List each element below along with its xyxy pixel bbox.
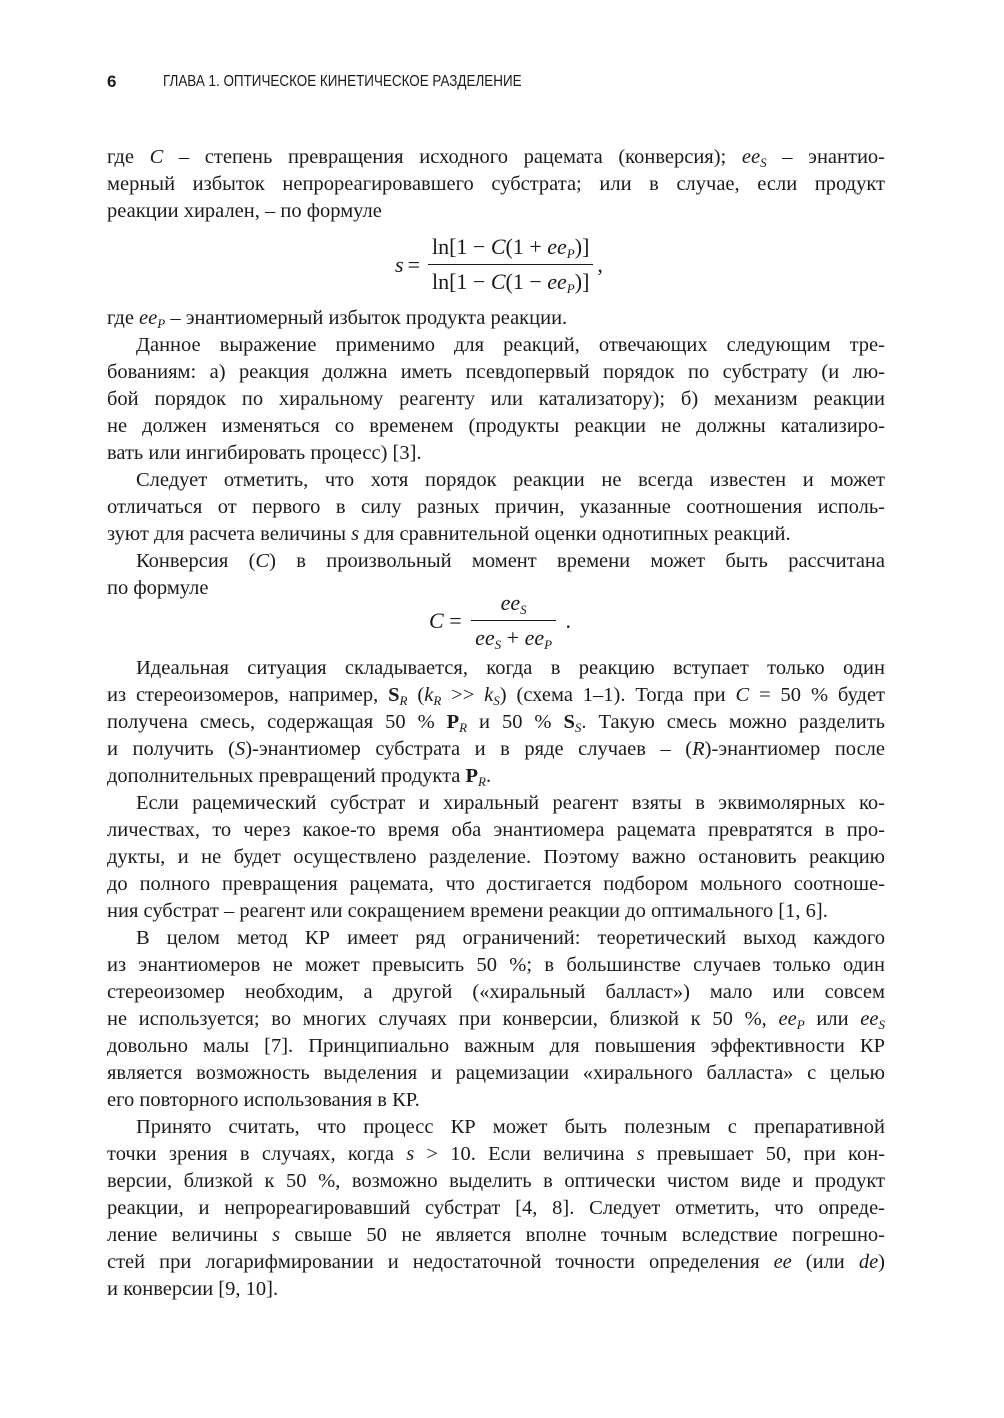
text-segment: В целом метод КР имеет ряд ограничений: теоретический выход каждого (136, 927, 885, 949)
text-segment: где (107, 146, 150, 168)
text-line (107, 1114, 885, 1141)
text-segment: и получить ( (107, 738, 235, 760)
text-segment: свыше 50 не является вполне точным вследствие погрешно- (280, 1224, 885, 1246)
text-line (107, 1087, 885, 1114)
text-segment: личествах, то через какое-то время оба энантиомера рацемата превратятся в про- (107, 819, 885, 841)
text-segment: R (399, 693, 408, 708)
text-segment: не должен изменяться со временем (продукты реакции не должны катализиро- (107, 415, 885, 437)
page-number: 6 (107, 72, 117, 91)
text-segment: s (351, 523, 360, 545)
text-segment: ee (741, 146, 761, 168)
paragraph (107, 467, 885, 548)
text-segment: C (735, 684, 750, 706)
text-segment: P (446, 711, 460, 733)
formula-conversion (107, 590, 885, 655)
text-line (107, 682, 885, 709)
text-segment: его повторного использования в КР. (107, 1089, 420, 1111)
text-line (107, 1168, 885, 1195)
t: (1 + (505, 234, 548, 259)
t: C (490, 234, 506, 259)
text-segment: ee (860, 1008, 879, 1030)
text-segment: = 50 % будет (749, 684, 886, 706)
text-segment: вать или ингибировать процесс) [3]. (107, 442, 422, 464)
text-segment: стей при логарифмировании и недостаточной точности определения (107, 1251, 774, 1273)
formula-tail: . (560, 608, 572, 633)
t: ee (475, 625, 495, 650)
text-line (107, 898, 885, 925)
text-segment: ) в произвольный момент времени может быть рассчитана (269, 550, 885, 572)
t: ln[1 − (431, 234, 491, 259)
text-segment: довольно малы [7]. Принципиально важным для повышения эффективности КР (107, 1035, 885, 1057)
text-line (107, 763, 885, 790)
text-segment: ee (773, 1251, 792, 1273)
text-line (107, 171, 885, 198)
text-segment: s (272, 1224, 281, 1246)
formula-tail: , (597, 252, 603, 277)
formula-selectivity (107, 225, 885, 305)
text-line (107, 198, 885, 225)
text-segment: . Такую смесь можно разделить (581, 711, 885, 733)
text-line (107, 521, 885, 548)
text-segment: k (424, 684, 434, 706)
text-segment: ление величины (107, 1224, 273, 1246)
text-segment: Конверсия ( (136, 550, 256, 572)
text-segment: по формуле (107, 577, 209, 599)
text-segment: S (234, 738, 246, 760)
text-line (107, 1222, 885, 1249)
text-segment: Идеальная ситуация складывается, когда в реакцию вступает только один (136, 657, 885, 679)
text-segment: )-энантиомер после (704, 738, 885, 760)
t: P (566, 246, 575, 261)
text-segment: S (493, 693, 500, 708)
t: )] (574, 269, 590, 294)
text-segment: отличаться от первого в силу разных причин, указанные соотношения исполь- (107, 496, 885, 518)
text-line (107, 305, 885, 332)
formula-equals: = (407, 252, 420, 277)
text-segment: s (636, 1143, 645, 1165)
text-segment: реакции хирален, – по формуле (107, 200, 382, 222)
text-line (107, 386, 885, 413)
text-line (107, 979, 885, 1006)
text-segment: – энантио- (766, 146, 885, 168)
text-line (107, 1141, 885, 1168)
denominator (428, 264, 593, 296)
text-line (107, 413, 885, 440)
paragraph (107, 332, 885, 467)
fraction (471, 589, 556, 652)
text-line (107, 871, 885, 898)
text-segment: C (149, 146, 164, 168)
text-segment: ( (407, 684, 425, 706)
text-line (107, 1276, 885, 1303)
t: ee (547, 269, 567, 294)
text-line (107, 359, 885, 386)
text-line (107, 817, 885, 844)
text-segment: из стереоизомеров, например, (107, 684, 389, 706)
text-segment: и 50 % (467, 711, 564, 733)
text-segment: зуют для расчета величины (107, 523, 352, 545)
text-segment: S (563, 711, 575, 733)
paragraph (107, 790, 885, 925)
text-segment: k (484, 684, 494, 706)
text-segment: R (433, 693, 442, 708)
text-line (107, 1249, 885, 1276)
text-segment: > 10. Если величина (414, 1143, 637, 1165)
text-line (107, 1060, 885, 1087)
text-segment: R (459, 720, 468, 735)
text-segment: Данное выражение применимо для реакций, отвечающих следующим тре- (136, 334, 885, 356)
text-segment: S (388, 684, 400, 706)
denominator (471, 620, 556, 652)
text-segment: версии, близкой к 50 %, возможно выделить в оптически чистом виде и продукт (107, 1170, 885, 1192)
numerator (497, 589, 531, 620)
text-line (107, 736, 885, 763)
text-line (107, 952, 885, 979)
text-segment: Принято считать, что процесс КР может быть полезным с препаративной (136, 1116, 885, 1138)
text-segment: дукты, и не будет осуществлено разделение. Поэтому важно остановить реакцию (107, 846, 885, 868)
text-segment: ) (878, 1251, 885, 1273)
t: ln[1 − (431, 269, 491, 294)
text-line (107, 494, 885, 521)
text-line (107, 332, 885, 359)
text-segment: или (804, 1008, 861, 1030)
text-segment: S (878, 1017, 885, 1032)
text-segment: получена смесь, содержащая 50 % (107, 711, 447, 733)
text-line (107, 440, 885, 467)
text-segment: S (574, 720, 582, 735)
t: S (520, 602, 527, 617)
paragraph (107, 1114, 885, 1303)
text-line (107, 844, 885, 871)
formula-lhs: C (429, 608, 444, 633)
text-segment: бой порядок по хиральному реагенту или катализатору); б) механизм реакции (107, 388, 885, 410)
t: P (544, 637, 553, 652)
text-segment: (или (791, 1251, 859, 1273)
t: (1 − (505, 269, 548, 294)
text-segment: ния субстрат – реагент или сокращением времени реакции до оптимального [1, 6]. (107, 900, 828, 922)
text-segment: точки зрения в случаях, когда (107, 1143, 407, 1165)
text-line (107, 144, 885, 171)
text-segment: ) (схема 1–1). Тогда при (499, 684, 736, 706)
text-line (107, 1033, 885, 1060)
text-line (107, 790, 885, 817)
text-segment: мерный избыток непрореагировавшего субстрата; или в случае, если продукт (107, 173, 885, 195)
text-line (107, 1195, 885, 1222)
text-line (107, 1006, 885, 1033)
text-segment: из энантиомеров не может превысить 50 %; в большинстве случаев только один (107, 954, 885, 976)
t: ee (500, 590, 521, 615)
paragraph (107, 655, 885, 790)
text-segment: s (406, 1143, 415, 1165)
text-segment: – энантиомерный избыток продукта реакции. (165, 307, 568, 329)
text-segment: P (796, 1017, 805, 1032)
numerator (428, 233, 593, 264)
text-segment: de (858, 1251, 879, 1273)
text-segment: . (486, 765, 492, 787)
text-segment: >> (441, 684, 485, 706)
text-segment: ee (139, 307, 158, 329)
body-text (107, 144, 885, 1303)
text-segment: P (157, 316, 166, 331)
text-line (107, 709, 885, 736)
text-segment: C (255, 550, 270, 572)
text-segment: Если рацемический субстрат и хиральный реагент взяты в эквимолярных ко- (136, 792, 885, 814)
text-segment: дополнительных превращений продукта (107, 765, 466, 787)
text-line (107, 548, 885, 575)
text-line (107, 655, 885, 682)
text-segment: стереоизомер необходим, а другой («хиральный балласт») мало или совсем (107, 981, 885, 1003)
t: C (490, 269, 506, 294)
t: P (566, 281, 575, 296)
text-line (107, 925, 885, 952)
text-segment: )-энантиомер субстрата и в ряде случаев – ( (245, 738, 693, 760)
t: + (501, 625, 525, 650)
text-segment: является возможность выделения и рацемизации «хирального балласта» с целью (107, 1062, 885, 1084)
t: S (494, 637, 502, 652)
t: )] (574, 234, 590, 259)
text-segment: и конверсии [9, 10]. (107, 1278, 279, 1300)
text-segment: превышает 50, при кон- (644, 1143, 885, 1165)
text-segment: для сравнительной оценки однотипных реакций. (359, 523, 791, 545)
paragraph (107, 305, 885, 332)
text-segment: R (478, 774, 486, 789)
t: ee (547, 234, 567, 259)
text-segment: реакции, и непрореагировавший субстрат [4, 8]. Следует отметить, что опреде- (107, 1197, 885, 1219)
text-line (107, 467, 885, 494)
text-segment: до полного превращения рацемата, что достигается подбором мольного соотноше- (107, 873, 885, 895)
chapter-title: ГЛАВА 1. ОПТИЧЕСКОЕ КИНЕТИЧЕСКОЕ РАЗДЕЛЕНИЕ (163, 73, 522, 90)
formula-equals: = (443, 608, 468, 633)
text-segment: бованиям: а) реакция должна иметь псевдопервый порядок по субстрату (и лю- (107, 361, 885, 383)
paragraph (107, 144, 885, 225)
text-segment: не используется; во многих случаях при конверсии, близкой к 50 %, (107, 1008, 779, 1030)
text-segment: где (107, 307, 140, 329)
text-segment: R (692, 738, 705, 760)
text-segment: ee (778, 1008, 797, 1030)
fraction (428, 233, 593, 296)
t: ee (524, 625, 545, 650)
text-segment: S (760, 155, 767, 170)
text-segment: P (465, 765, 479, 787)
text-segment: – степень превращения исходного рацемата (конверсия); (163, 146, 742, 168)
text-segment: Следует отметить, что хотя порядок реакции не всегда известен и может (136, 469, 885, 491)
formula-lhs: s (395, 252, 404, 277)
paragraph (107, 925, 885, 1114)
